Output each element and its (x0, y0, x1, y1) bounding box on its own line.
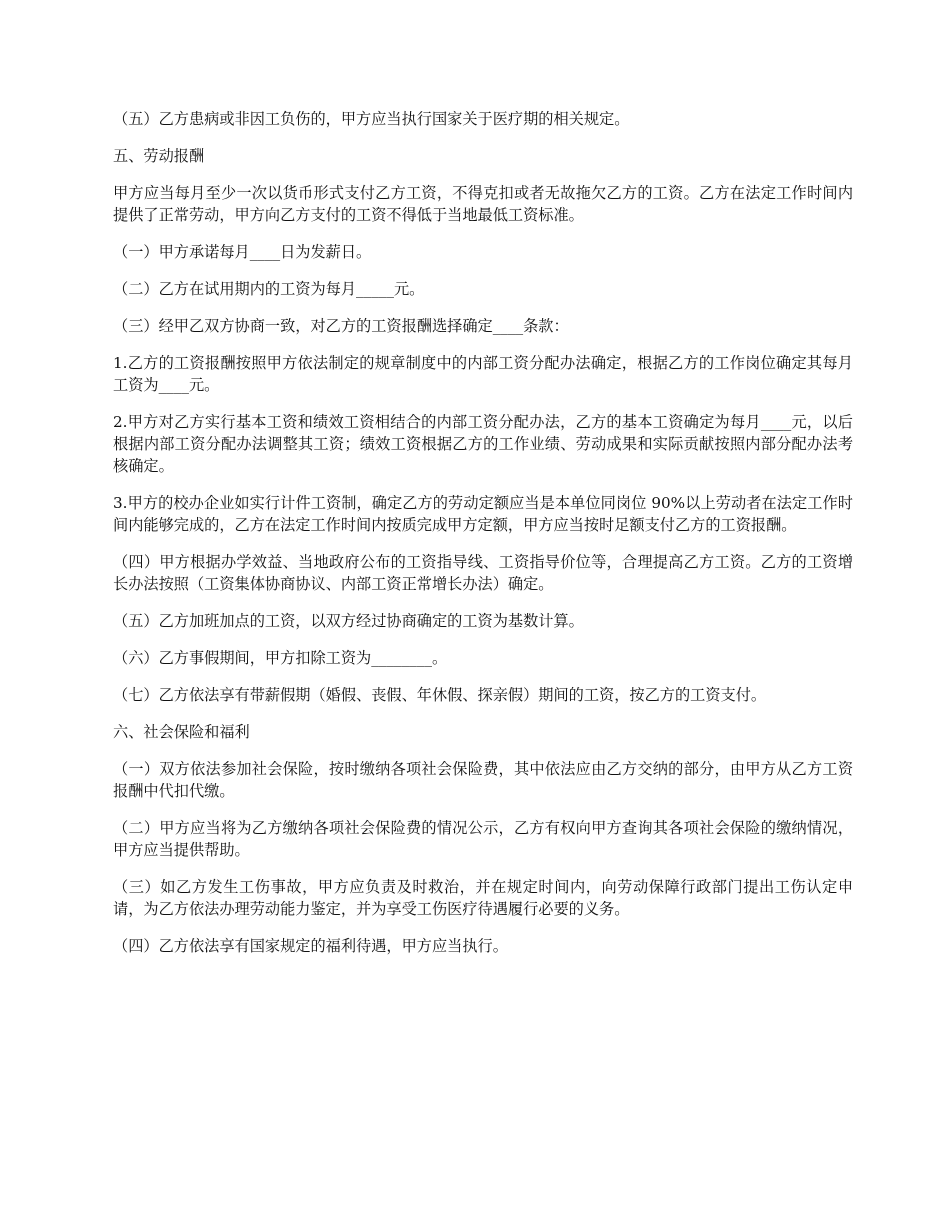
clause-paid-leave: （七）乙方依法享有带薪假期（婚假、丧假、年休假、探亲假）期间的工资，按乙方的工资支付。 (113, 686, 767, 704)
document-page (113, 108, 853, 972)
clause-probation-wage: （二）乙方在试用期内的工资为每月_____元。 (113, 280, 425, 298)
section-heading-social-insurance: 六、社会保险和福利 (113, 723, 250, 741)
clause-option-2: 2.甲方对乙方实行基本工资和绩效工资相结合的内部工资分配办法，乙方的基本工资确定为每月____元，以后根据内部工资分配办法调整其工资；绩效工资根据乙方的工作业绩、劳动成果和实际贡献按照内部分配办法考核确定。 (113, 413, 853, 475)
clause-work-injury: （三）如乙方发生工伤事故，甲方应负责及时救治，并在规定时间内，向劳动保障行政部门提出工伤认定申请，为乙方依法办理劳动能力鉴定，并为享受工伤医疗待遇履行必要的义务。 (113, 878, 853, 918)
clause-option-3: 3.甲方的校办企业如实行计件工资制，确定乙方的劳动定额应当是本单位同岗位 90%以上劳动者在法定工作时间内能够完成的，乙方在法定工作时间内按质完成甲方定额，甲方应当按时足额支付乙方的工资报酬。 (113, 494, 853, 534)
clause-overtime-wage: （五）乙方加班加点的工资，以双方经过协商确定的工资为基数计算。 (113, 612, 584, 630)
clause-wage-payment: 甲方应当每月至少一次以货币形式支付乙方工资，不得克扣或者无故拖欠乙方的工资。乙方在法定工作时间内提供了正常劳动，甲方向乙方支付的工资不得低于当地最低工资标准。 (113, 184, 853, 224)
clause-welfare: （四）乙方依法享有国家规定的福利待遇，甲方应当执行。 (113, 937, 508, 955)
clause-insurance-disclosure: （二）甲方应当将为乙方缴纳各项社会保险费的情况公示，乙方有权向甲方查询其各项社会保险的缴纳情况，甲方应当提供帮助。 (113, 819, 853, 859)
clause-payday: （一）甲方承诺每月____日为发薪日。 (113, 243, 372, 261)
clause-sick-leave: （五）乙方患病或非因工负伤的，甲方应当执行国家关于医疗期的相关规定。 (113, 110, 630, 128)
clause-insurance-participation: （一）双方依法参加社会保险，按时缴纳各项社会保险费，其中依法应由乙方交纳的部分，由甲方从乙方工资报酬中代扣代缴。 (113, 760, 853, 800)
clause-wage-option: （三）经甲乙双方协商一致，对乙方的工资报酬选择确定____条款： (113, 317, 569, 335)
clause-wage-increase: （四）甲方根据办学效益、当地政府公布的工资指导线、工资指导价位等，合理提高乙方工资。乙方的工资增长办法按照（工资集体协商协议、内部工资正常增长办法）确定。 (113, 553, 853, 593)
section-heading-remuneration: 五、劳动报酬 (113, 147, 205, 165)
clause-personal-leave: （六）乙方事假期间，甲方扣除工资为________。 (113, 649, 448, 667)
clause-option-1: 1.乙方的工资报酬按照甲方依法制定的规章制度中的内部工资分配办法确定，根据乙方的工作岗位确定其每月工资为____元。 (113, 354, 853, 394)
